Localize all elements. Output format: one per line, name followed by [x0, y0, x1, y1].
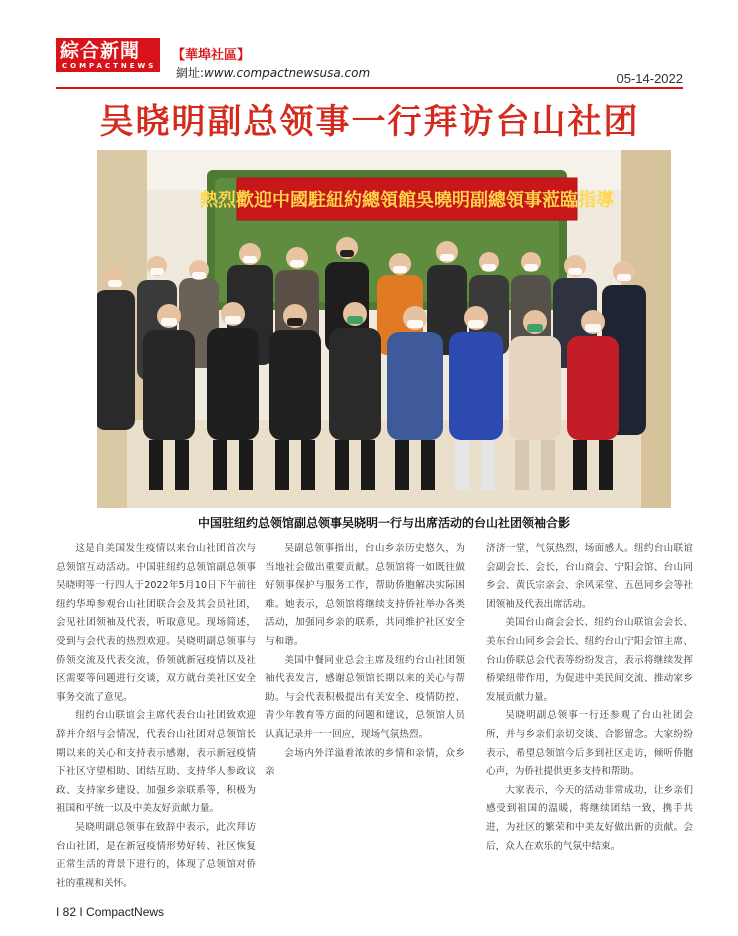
- photo-caption: 中国驻纽约总领馆副总领事吴晓明一行与出席活动的台山社团领袖合影: [197, 516, 570, 530]
- article-column-2: [265, 540, 465, 898]
- website-url[interactable]: www.compactnewsusa.com: [204, 66, 371, 80]
- paragraph: 吴晓明副总领事一行还参观了台山社团会所，并与乡亲们亲切交谈、合影留念。大家纷纷表示，希望总领馆今后多到社区走访，倾听侨胞心声，为侨社提供更多支持和帮助。: [486, 710, 693, 778]
- section-tag: 【華埠社區】: [172, 48, 251, 63]
- footer-brand: CompactNews: [86, 905, 165, 919]
- newspaper-logo: [56, 38, 160, 72]
- page-header: [0, 0, 738, 96]
- paragraph: 大家表示，今天的活动非常成功，让乡亲们感受到祖国的温暖，将继续团结一致，携手共进，为社区的繁荣和中美友好做出新的贡献。会后，众人在欢乐的气氛中结束。: [486, 784, 693, 852]
- paragraph: 吴晓明副总领事在致辞中表示，此次拜访台山社团，是在新冠疫情形势好转、社区恢复正常生活的背景下进行的，体现了总领馆对侨社的重视和关怀。: [56, 821, 256, 889]
- website-label: 網址:: [176, 66, 205, 80]
- paragraph: 济济一堂，气氛热烈，场面感人。纽约台山联谊会副会长、会长，台山商会、宁阳会馆、台山同乡会、黄氏宗亲会、余风采堂、五邑同乡会等社团领袖及代表出席活动。: [486, 543, 693, 610]
- paragraph: 美国台山商会会长、纽约台山联谊会会长、美东台山同乡会会长、纽约台山宁阳会馆主席、台山侨联总会代表等纷纷发言，表示将继续发挥桥梁纽带作用，为促进中美民间交流、推动家乡发展贡献力量。: [486, 617, 693, 703]
- header-divider: [56, 87, 683, 89]
- article-column-3: [486, 540, 693, 898]
- group-photo: [97, 150, 671, 508]
- page-footer: [56, 905, 164, 919]
- logo-english-text: COMPACTNEWS: [62, 62, 157, 70]
- article-body: [56, 540, 696, 898]
- paragraph: 美国中餐同业总会主席及纽约台山社团领袖代表发言，感谢总领馆长期以来的关心与帮助。与会代表积极提出有关安全、疫情防控、青少年教育等方面的问题和建议，总领馆人员认真记录并一一回应，现场气氛热烈。: [265, 654, 465, 740]
- article-title: 吴晓明副总领事一行拜访台山社团: [99, 102, 640, 142]
- logo-chinese-text: 綜合新聞: [60, 40, 141, 62]
- paragraph: 纽约台山联谊会主席代表台山社团致欢迎辞并介绍与会情况，代表台山社团对总领馆长期以来的关心和支持表示感谢，表示新冠疫情下社区守望相助、团结互助、支持华人参政议政、支持家乡建设、加强乡亲联系等，积极为祖国和平统一以及中美友好贡献力量。: [56, 710, 256, 815]
- issue-date: 05-14-2022: [616, 71, 683, 86]
- paragraph: 吴副总领事指出，台山乡亲历史悠久，为当地社会做出重要贡献。总领馆将一如既往做好领事保护与服务工作，帮助侨胞解决实际困难。她表示，总领馆将继续支持侨社举办各类活动，加强同乡亲的联系，共同维护社区安全与和谐。: [265, 543, 465, 647]
- welcome-banner-text: 熱烈歡迎中國駐紐約總領館吳曉明副總領事蒞臨指導: [200, 190, 614, 211]
- paragraph: 这是自美国发生疫情以来台山社团首次与总领馆互动活动。中国驻纽约总领馆副总领事吴晓明等一行四人于2022年5月10日下午前往纽约华埠参观台山社团联合会及其会员社团，会见社团领袖及代表，听取意见。现场简述，受到与会代表的热烈欢迎。吴晓明副总领事与侨领交流及代表交流，侨领就新冠疫情以及社区需要等问题进行交谈，双方就台美社区安全事务交流了意见。: [56, 543, 256, 703]
- article-column-1: [56, 540, 256, 898]
- paragraph: 会场内外洋溢着浓浓的乡情和亲情，众乡亲: [265, 747, 465, 778]
- group-photo-illustration: [97, 150, 671, 508]
- page-number: I 82 I: [56, 905, 83, 919]
- website-line: [176, 64, 370, 81]
